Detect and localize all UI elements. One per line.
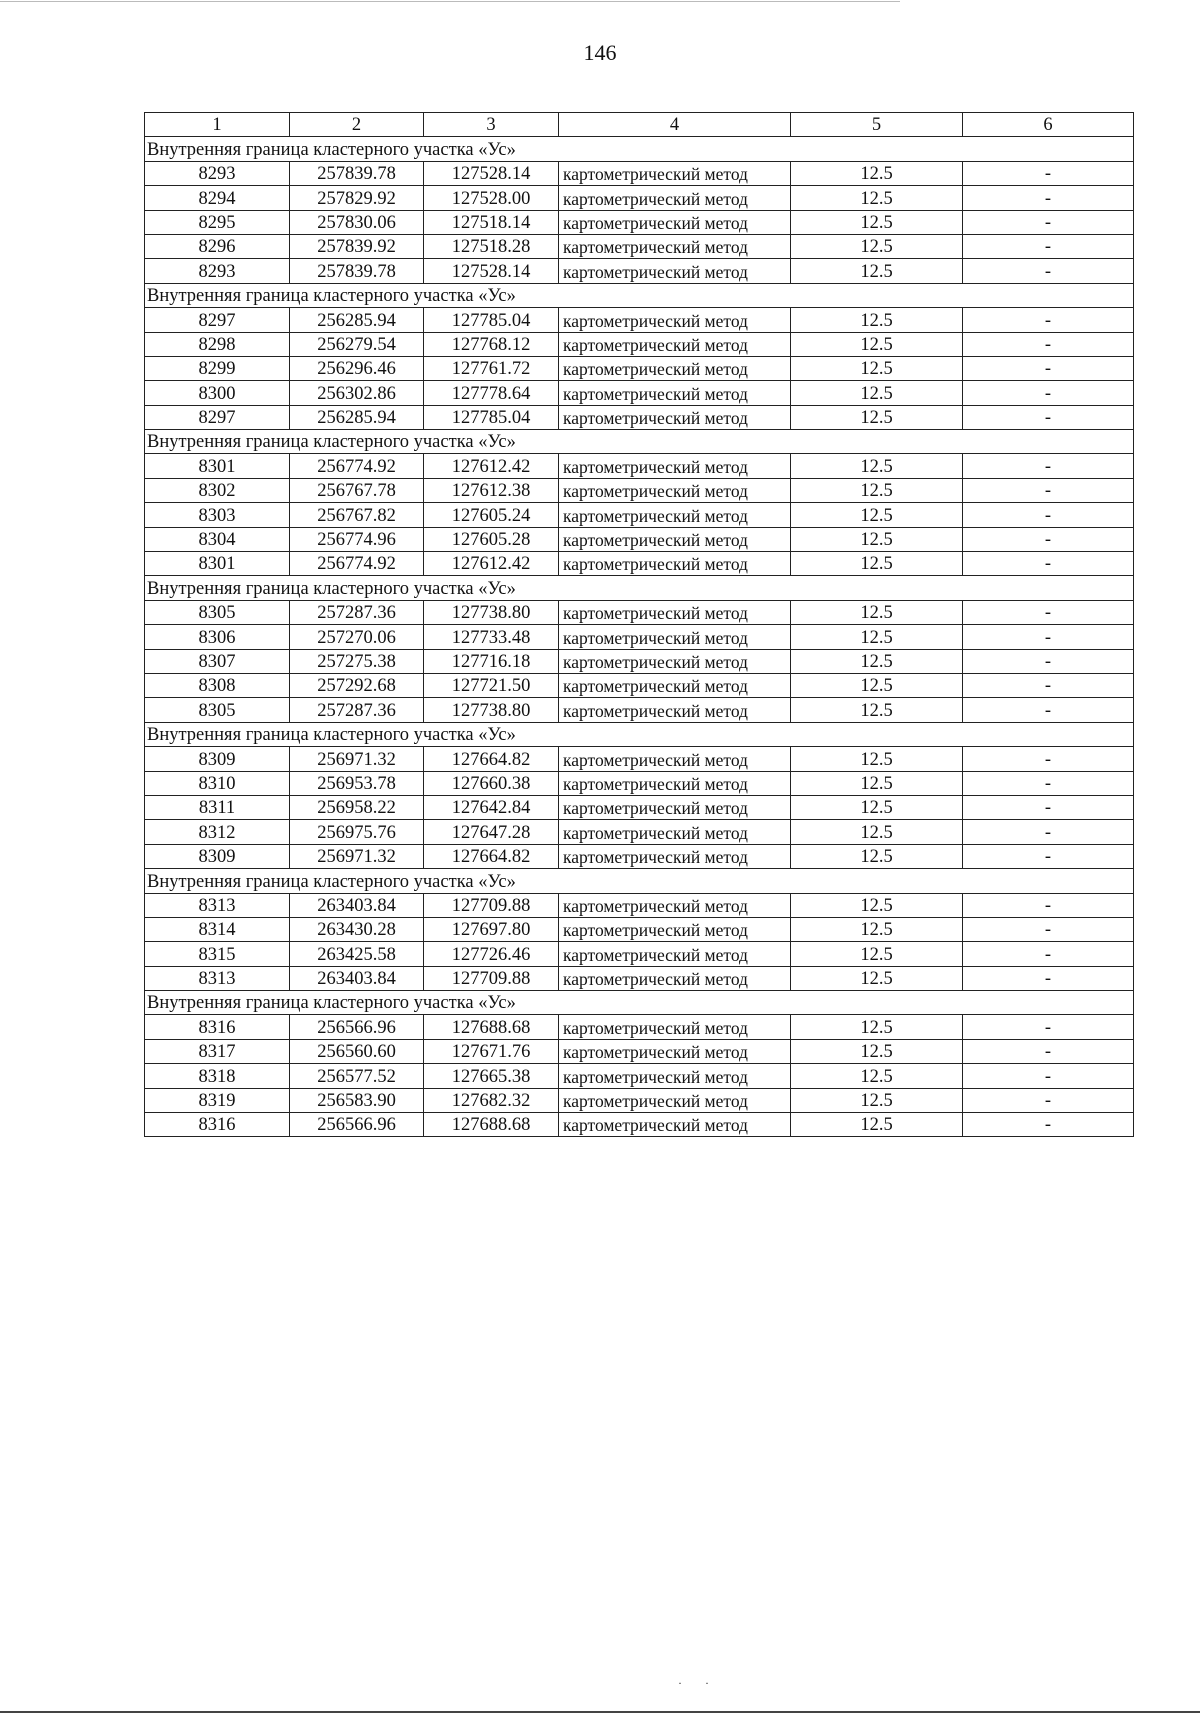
table-cell: 256560.60 <box>290 1039 424 1063</box>
table-row <box>145 795 1134 819</box>
table-cell: 12.5 <box>791 600 963 624</box>
table-cell: 8305 <box>145 698 290 722</box>
table-cell: 256285.94 <box>290 405 424 429</box>
table-cell: 12.5 <box>791 820 963 844</box>
table-cell: 257287.36 <box>290 698 424 722</box>
table-cell: 127733.48 <box>424 625 559 649</box>
table-row <box>145 1039 1134 1063</box>
table-cell: картометрический метод <box>559 673 791 697</box>
table-cell: 127612.42 <box>424 552 559 576</box>
table-cell: 256566.96 <box>290 1113 424 1137</box>
table-row <box>145 1088 1134 1112</box>
table-cell: 12.5 <box>791 332 963 356</box>
table-cell: 8300 <box>145 381 290 405</box>
table-cell: - <box>963 527 1134 551</box>
table-cell: - <box>963 161 1134 185</box>
table-cell: 263403.84 <box>290 966 424 990</box>
table-cell: 256285.94 <box>290 308 424 332</box>
table-cell: 8310 <box>145 771 290 795</box>
table-cell: 12.5 <box>791 1039 963 1063</box>
table-cell: картометрический метод <box>559 454 791 478</box>
table-row <box>145 478 1134 502</box>
table-cell: 8309 <box>145 844 290 868</box>
table-cell: 257839.92 <box>290 234 424 258</box>
table-cell: картометрический метод <box>559 405 791 429</box>
table-cell: картометрический метод <box>559 795 791 819</box>
table-cell: - <box>963 1088 1134 1112</box>
table-cell: - <box>963 234 1134 258</box>
table-cell: 12.5 <box>791 893 963 917</box>
table-cell: 8303 <box>145 503 290 527</box>
table-row <box>145 1015 1134 1039</box>
table-cell: - <box>963 381 1134 405</box>
table-cell: картометрический метод <box>559 1039 791 1063</box>
table-cell: 12.5 <box>791 527 963 551</box>
table-cell: 256566.96 <box>290 1015 424 1039</box>
table-cell: 127721.50 <box>424 673 559 697</box>
group-header-row <box>145 283 1134 307</box>
table-cell: 8294 <box>145 186 290 210</box>
table-cell: картометрический метод <box>559 1113 791 1137</box>
table-cell: 127761.72 <box>424 356 559 380</box>
scan-top-edge <box>0 1 900 2</box>
table-cell: 127726.46 <box>424 942 559 966</box>
table-cell: картометрический метод <box>559 600 791 624</box>
page-number: 146 <box>583 40 617 65</box>
table-cell: 127647.28 <box>424 820 559 844</box>
table-cell: 12.5 <box>791 503 963 527</box>
table-cell: 12.5 <box>791 1088 963 1112</box>
table-cell: 12.5 <box>791 747 963 771</box>
table-cell: 8314 <box>145 917 290 941</box>
table-row <box>145 893 1134 917</box>
table-cell: картометрический метод <box>559 966 791 990</box>
table-cell: 8313 <box>145 893 290 917</box>
table-cell: 8316 <box>145 1113 290 1137</box>
table-cell: 8301 <box>145 454 290 478</box>
table-cell: картометрический метод <box>559 552 791 576</box>
table-cell: 263425.58 <box>290 942 424 966</box>
table-cell: 12.5 <box>791 552 963 576</box>
scan-specks: · · <box>678 1676 719 1690</box>
table-cell: 8308 <box>145 673 290 697</box>
table-cell: - <box>963 356 1134 380</box>
table-cell: 257287.36 <box>290 600 424 624</box>
table-row <box>145 234 1134 258</box>
table-row <box>145 552 1134 576</box>
table-cell: 127709.88 <box>424 893 559 917</box>
table-cell: 127664.82 <box>424 844 559 868</box>
table-cell: 12.5 <box>791 234 963 258</box>
table-cell: картометрический метод <box>559 1015 791 1039</box>
group-title: Внутренняя граница кластерного участка «Ус» <box>145 722 1134 746</box>
table-cell: 256279.54 <box>290 332 424 356</box>
group-title: Внутренняя граница кластерного участка «Ус» <box>145 869 1134 893</box>
group-title: Внутренняя граница кластерного участка «Ус» <box>145 576 1134 600</box>
table-cell: 12.5 <box>791 966 963 990</box>
table-row <box>145 600 1134 624</box>
table-cell: 8315 <box>145 942 290 966</box>
table-cell: картометрический метод <box>559 747 791 771</box>
group-header-row <box>145 430 1134 454</box>
table-cell: - <box>963 210 1134 234</box>
table-row <box>145 844 1134 868</box>
table-cell: 256774.92 <box>290 552 424 576</box>
table-cell: 8301 <box>145 552 290 576</box>
group-header-row <box>145 137 1134 161</box>
table-row <box>145 1113 1134 1137</box>
table-row <box>145 356 1134 380</box>
group-header-row <box>145 869 1134 893</box>
table-cell: 12.5 <box>791 625 963 649</box>
table-cell: 12.5 <box>791 795 963 819</box>
table-cell: 127709.88 <box>424 966 559 990</box>
table-cell: - <box>963 454 1134 478</box>
table-cell: 8297 <box>145 308 290 332</box>
table-cell: 257830.06 <box>290 210 424 234</box>
table-cell: 127642.84 <box>424 795 559 819</box>
table-cell: 8318 <box>145 1064 290 1088</box>
table-cell: 8313 <box>145 966 290 990</box>
table-cell: - <box>963 1039 1134 1063</box>
column-header: 4 <box>559 113 791 137</box>
table-cell: 12.5 <box>791 259 963 283</box>
table-cell: картометрический метод <box>559 161 791 185</box>
group-header-row <box>145 722 1134 746</box>
table-cell: картометрический метод <box>559 917 791 941</box>
table-cell: - <box>963 771 1134 795</box>
table-cell: 8317 <box>145 1039 290 1063</box>
table-row <box>145 673 1134 697</box>
table-cell: 12.5 <box>791 186 963 210</box>
table-cell: 256975.76 <box>290 820 424 844</box>
table-cell: 12.5 <box>791 649 963 673</box>
table-cell: 256774.92 <box>290 454 424 478</box>
table-cell: картометрический метод <box>559 771 791 795</box>
table-cell: 256774.96 <box>290 527 424 551</box>
table-cell: картометрический метод <box>559 356 791 380</box>
table-cell: - <box>963 405 1134 429</box>
table-row <box>145 966 1134 990</box>
table-cell: картометрический метод <box>559 210 791 234</box>
table-cell: 12.5 <box>791 1064 963 1088</box>
table-cell: 127682.32 <box>424 1088 559 1112</box>
table-cell: - <box>963 893 1134 917</box>
table-cell: 127660.38 <box>424 771 559 795</box>
table-cell: - <box>963 698 1134 722</box>
table-cell: - <box>963 942 1134 966</box>
table-cell: 256958.22 <box>290 795 424 819</box>
table-cell: 8309 <box>145 747 290 771</box>
table-cell: 8307 <box>145 649 290 673</box>
table-cell: - <box>963 186 1134 210</box>
table-cell: 12.5 <box>791 698 963 722</box>
table-cell: 127518.14 <box>424 210 559 234</box>
table-cell: 12.5 <box>791 673 963 697</box>
table-cell: - <box>963 917 1134 941</box>
table-cell: - <box>963 673 1134 697</box>
table-cell: 8293 <box>145 161 290 185</box>
table-cell: 256767.78 <box>290 478 424 502</box>
group-title: Внутренняя граница кластерного участка «Ус» <box>145 283 1134 307</box>
table-cell: 8312 <box>145 820 290 844</box>
table-cell: 256971.32 <box>290 747 424 771</box>
group-header-row <box>145 576 1134 600</box>
table-cell: 12.5 <box>791 308 963 332</box>
table-cell: 256302.86 <box>290 381 424 405</box>
table-cell: 12.5 <box>791 478 963 502</box>
table-row <box>145 820 1134 844</box>
table-cell: - <box>963 503 1134 527</box>
column-header: 3 <box>424 113 559 137</box>
column-header-row <box>145 113 1134 137</box>
table-cell: 12.5 <box>791 1015 963 1039</box>
table-cell: 127528.14 <box>424 259 559 283</box>
table-cell: 12.5 <box>791 356 963 380</box>
table-cell: картометрический метод <box>559 308 791 332</box>
table-row <box>145 161 1134 185</box>
table-cell: - <box>963 625 1134 649</box>
table-cell: 127738.80 <box>424 600 559 624</box>
group-header-row <box>145 991 1134 1015</box>
table-cell: картометрический метод <box>559 478 791 502</box>
table-cell: 12.5 <box>791 161 963 185</box>
table-cell: 12.5 <box>791 1113 963 1137</box>
table-cell: 127518.28 <box>424 234 559 258</box>
table-cell: 127665.38 <box>424 1064 559 1088</box>
table-cell: 257839.78 <box>290 259 424 283</box>
table-cell: 8311 <box>145 795 290 819</box>
table-cell: 263430.28 <box>290 917 424 941</box>
table-row <box>145 917 1134 941</box>
table-cell: 256767.82 <box>290 503 424 527</box>
table-cell: 12.5 <box>791 210 963 234</box>
group-title: Внутренняя граница кластерного участка «Ус» <box>145 430 1134 454</box>
table-cell: 12.5 <box>791 405 963 429</box>
table-cell: 127778.64 <box>424 381 559 405</box>
table-cell: - <box>963 966 1134 990</box>
table-cell: картометрический метод <box>559 1088 791 1112</box>
column-header: 5 <box>791 113 963 137</box>
table-cell: 127738.80 <box>424 698 559 722</box>
table-cell: картометрический метод <box>559 893 791 917</box>
table-cell: 8305 <box>145 600 290 624</box>
table-cell: картометрический метод <box>559 234 791 258</box>
table-cell: 127785.04 <box>424 405 559 429</box>
table-cell: 8316 <box>145 1015 290 1039</box>
table-cell: - <box>963 552 1134 576</box>
table-cell: картометрический метод <box>559 820 791 844</box>
table-row <box>145 381 1134 405</box>
table-cell: картометрический метод <box>559 649 791 673</box>
group-title: Внутренняя граница кластерного участка «Ус» <box>145 991 1134 1015</box>
scan-bottom-edge <box>0 1711 1200 1713</box>
table-cell: - <box>963 600 1134 624</box>
table-cell: 256577.52 <box>290 1064 424 1088</box>
table-cell: 12.5 <box>791 381 963 405</box>
table-row <box>145 527 1134 551</box>
table-cell: 127671.76 <box>424 1039 559 1063</box>
table-cell: картометрический метод <box>559 844 791 868</box>
table-cell: 256296.46 <box>290 356 424 380</box>
table-body <box>145 137 1134 1137</box>
table-cell: 8302 <box>145 478 290 502</box>
table-cell: 8295 <box>145 210 290 234</box>
table-cell: 12.5 <box>791 917 963 941</box>
table-row <box>145 771 1134 795</box>
table-cell: 257270.06 <box>290 625 424 649</box>
table-cell: картометрический метод <box>559 186 791 210</box>
table-cell: 127528.00 <box>424 186 559 210</box>
table-cell: картометрический метод <box>559 942 791 966</box>
table-cell: 257839.78 <box>290 161 424 185</box>
table-cell: - <box>963 820 1134 844</box>
table-cell: 8298 <box>145 332 290 356</box>
table-cell: картометрический метод <box>559 381 791 405</box>
column-header: 2 <box>290 113 424 137</box>
table-row <box>145 747 1134 771</box>
table-cell: 127688.68 <box>424 1015 559 1039</box>
table-cell: 127612.38 <box>424 478 559 502</box>
table-cell: - <box>963 1113 1134 1137</box>
table-cell: картометрический метод <box>559 1064 791 1088</box>
table-cell: - <box>963 795 1134 819</box>
table-cell: 8304 <box>145 527 290 551</box>
table-cell: 8296 <box>145 234 290 258</box>
table-cell: 127664.82 <box>424 747 559 771</box>
table-cell: 127612.42 <box>424 454 559 478</box>
coordinates-table <box>144 112 1134 1137</box>
table-row <box>145 1064 1134 1088</box>
table-row <box>145 332 1134 356</box>
table-row <box>145 625 1134 649</box>
table-cell: 12.5 <box>791 771 963 795</box>
table-row <box>145 942 1134 966</box>
table-cell: 8319 <box>145 1088 290 1112</box>
table-row <box>145 698 1134 722</box>
table-cell: 256971.32 <box>290 844 424 868</box>
table-row <box>145 308 1134 332</box>
table-cell: 257292.68 <box>290 673 424 697</box>
table-cell: - <box>963 649 1134 673</box>
table-row <box>145 405 1134 429</box>
table-cell: картометрический метод <box>559 332 791 356</box>
table-cell: - <box>963 332 1134 356</box>
table-cell: - <box>963 478 1134 502</box>
table-cell: 127605.24 <box>424 503 559 527</box>
table-cell: 8306 <box>145 625 290 649</box>
table-row <box>145 259 1134 283</box>
table-cell: картометрический метод <box>559 625 791 649</box>
table-cell: 8297 <box>145 405 290 429</box>
column-header: 1 <box>145 113 290 137</box>
table-cell: 263403.84 <box>290 893 424 917</box>
table-cell: - <box>963 259 1134 283</box>
group-title: Внутренняя граница кластерного участка «Ус» <box>145 137 1134 161</box>
column-header: 6 <box>963 113 1134 137</box>
table-cell: 257275.38 <box>290 649 424 673</box>
table-cell: 257829.92 <box>290 186 424 210</box>
table-cell: 12.5 <box>791 844 963 868</box>
table-cell: - <box>963 308 1134 332</box>
table-cell: - <box>963 747 1134 771</box>
table-cell: 8293 <box>145 259 290 283</box>
table-cell: 127785.04 <box>424 308 559 332</box>
table-cell: 127688.68 <box>424 1113 559 1137</box>
table-row <box>145 186 1134 210</box>
table-cell: - <box>963 1064 1134 1088</box>
table-cell: 127768.12 <box>424 332 559 356</box>
table-cell: 127528.14 <box>424 161 559 185</box>
table-cell: 256583.90 <box>290 1088 424 1112</box>
table-cell: - <box>963 844 1134 868</box>
table-cell: картометрический метод <box>559 259 791 283</box>
table-cell: 12.5 <box>791 942 963 966</box>
table-cell: 12.5 <box>791 454 963 478</box>
table-row <box>145 454 1134 478</box>
table-cell: картометрический метод <box>559 698 791 722</box>
table-row <box>145 649 1134 673</box>
table-cell: 127716.18 <box>424 649 559 673</box>
table-cell: 8299 <box>145 356 290 380</box>
table-cell: 256953.78 <box>290 771 424 795</box>
table-cell: 127605.28 <box>424 527 559 551</box>
table-row <box>145 503 1134 527</box>
table-row <box>145 210 1134 234</box>
table-cell: 127697.80 <box>424 917 559 941</box>
table-cell: картометрический метод <box>559 527 791 551</box>
table-cell: - <box>963 1015 1134 1039</box>
table-cell: картометрический метод <box>559 503 791 527</box>
